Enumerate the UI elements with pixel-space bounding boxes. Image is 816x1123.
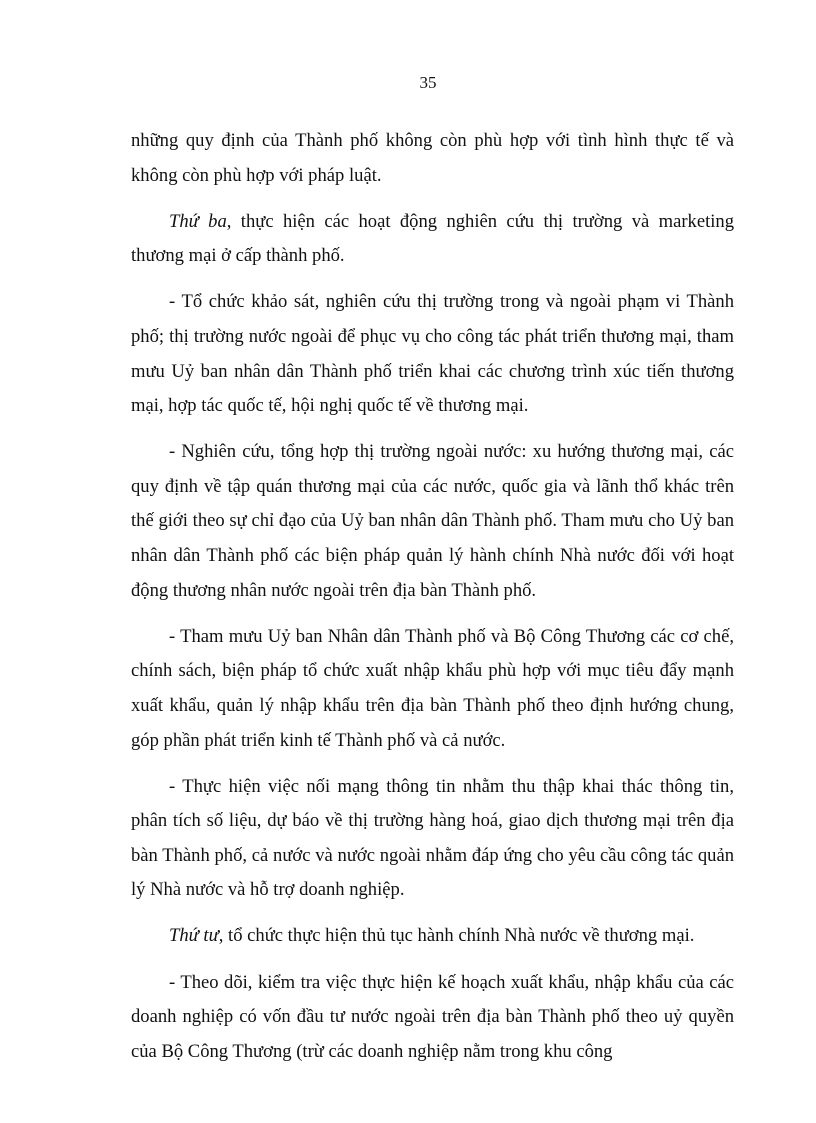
paragraph-text: những quy định của Thành phố không còn phù hợp với tình hình thực tế và không còn phù hợp với pháp luật. — [131, 130, 734, 186]
paragraph-text: - Thực hiện việc nối mạng thông tin nhằm thu thập khai thác thông tin, phân tích số liệu, dự báo về thị trường hàng hoá, giao dịch thương mại trên địa bàn Thành phố, cả nước và nước ngoài nhằm đáp ứng cho yêu cầu công tác quản lý Nhà nước và hỗ trợ doanh nghiệp. — [131, 775, 734, 901]
paragraph-lead: Thứ tư — [169, 925, 219, 947]
document-body — [131, 124, 734, 1081]
paragraph-text: - Nghiên cứu, tổng hợp thị trường ngoài nước: xu hướng thương mại, các quy định về tập quán thương mại của các nước, quốc gia và lãnh thổ khác trên thế giới theo sự chỉ đạo của Uỷ ban nhân dân Thành phố. Tham mưu cho Uỷ ban nhân dân Thành phố các biện pháp quản lý hành chính Nhà nước đối với hoạt động thương nhân nước ngoài trên địa bàn Thành phố. — [131, 441, 734, 601]
paragraph-bullet-tham-muu — [131, 620, 734, 758]
paragraph-continuation — [131, 124, 734, 193]
paragraph-bullet-noi-mang — [131, 770, 734, 908]
paragraph-text: , thực hiện các hoạt động nghiên cứu thị trường và marketing thương mại ở cấp thành phố. — [131, 210, 735, 267]
paragraph-bullet-khao-sat — [131, 285, 734, 423]
page-number: 35 — [419, 73, 437, 92]
paragraph-bullet-theo-doi — [131, 966, 734, 1070]
paragraph-text: , tổ chức thực hiện thủ tục hành chính Nhà nước về thương mại. — [218, 925, 695, 947]
paragraph-thu-tu — [131, 919, 734, 954]
paragraph-lead: Thứ ba — [169, 210, 227, 232]
paragraph-text: - Tham mưu Uỷ ban Nhân dân Thành phố và Bộ Công Thương các cơ chế, chính sách, biện pháp tổ chức xuất nhập khẩu phù hợp với mục tiêu đẩy mạnh xuất khẩu, quản lý nhập khẩu trên địa bàn Thành phố theo định hướng chung, góp phần phát triển kinh tế Thành phố và cả nước. — [131, 625, 734, 751]
paragraph-bullet-nghien-cuu — [131, 435, 734, 608]
paragraph-thu-ba — [131, 205, 734, 274]
paragraph-text: - Theo dõi, kiểm tra việc thực hiện kế hoạch xuất khẩu, nhập khẩu của các doanh nghiệp có vốn đầu tư nước ngoài trên địa bàn Thành phố theo uỷ quyền của Bộ Công Thương (trừ các doanh nghiệp nằm trong khu công — [131, 971, 734, 1062]
paragraph-text: - Tổ chức khảo sát, nghiên cứu thị trường trong và ngoài phạm vi Thành phố; thị trường nước ngoài để phục vụ cho công tác phát triển thương mại, tham mưu Uỷ ban nhân dân Thành phố triển khai các chương trình xúc tiến thương mại, hợp tác quốc tế, hội nghị quốc tế về thương mại. — [131, 291, 734, 417]
